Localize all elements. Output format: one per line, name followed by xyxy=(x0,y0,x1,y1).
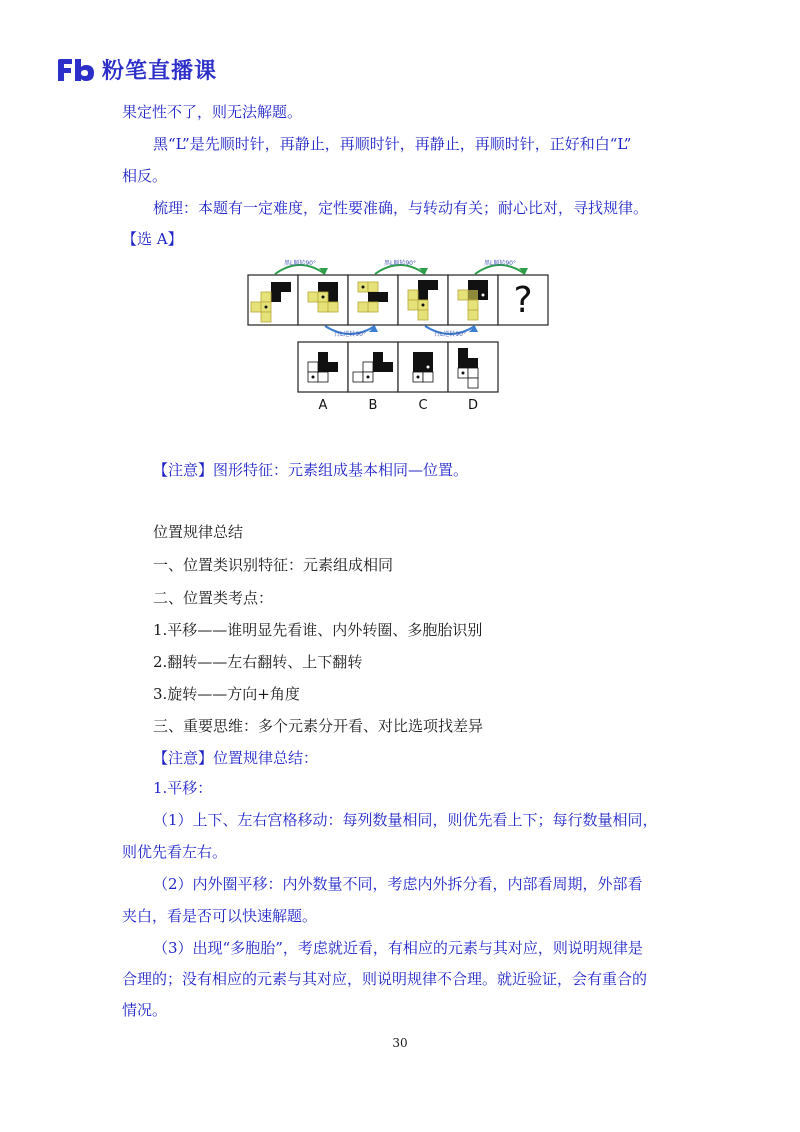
text-line-1: 果定性不了，则无法解题。 xyxy=(122,103,303,121)
text-line-11: 2.翻转——左右翻转、上下翻转 xyxy=(153,653,363,671)
answer-label: 【选 A】 xyxy=(122,230,183,248)
text-line-20: （3）出现“多胞胎”，考虑就近看，有相应的元素与其对应，则说明规律是 xyxy=(153,939,643,957)
page-number: 30 xyxy=(392,1036,408,1050)
text-line-19: 夹白，看是否可以快速解题。 xyxy=(122,907,318,925)
text-line-22: 情况。 xyxy=(122,1001,168,1019)
bottom-arrow-label-2: 白L逆转90° xyxy=(434,331,466,338)
top-arrow-label-1: 黑L顺转90° xyxy=(284,260,316,267)
option-label-c: C xyxy=(418,398,428,413)
question-mark: ? xyxy=(513,280,533,321)
text-line-8: 一、位置类识别特征：元素组成相同 xyxy=(153,556,394,574)
text-line-21: 合理的；没有相应的元素与其对应，则说明规律不合理。就近验证，会有重合的 xyxy=(122,970,648,988)
option-label-a: A xyxy=(318,398,328,413)
option-label-d: D xyxy=(467,398,479,413)
text-line-4: 梳理：本题有一定难度，定性要准确，与转动有关；耐心比对，寻找规律。 xyxy=(153,199,649,217)
text-line-9: 二、位置类考点： xyxy=(153,589,274,607)
text-line-14: 【注意】位置规律总结： xyxy=(153,749,319,767)
question-row xyxy=(248,275,548,325)
text-line-16: （1）上下、左右宫格移动：每列数量相同，则优先看上下；每行数量相同， xyxy=(153,811,658,829)
text-line-15: 1.平移： xyxy=(153,779,213,797)
option-c-figure xyxy=(413,352,433,382)
top-arrow-label-2: 黑L顺转90° xyxy=(384,260,416,267)
text-line-17: 则优先看左右。 xyxy=(122,843,228,861)
text-line-3: 相反。 xyxy=(122,167,168,185)
option-label-b: B xyxy=(368,398,378,413)
text-line-6: 【注意】图形特征：元素组成基本相同—位置。 xyxy=(153,461,469,479)
header-logo xyxy=(56,54,217,85)
text-line-13: 三、重要思维：多个元素分开看、对比选项找差异 xyxy=(153,717,484,735)
top-arrow-label-3: 黑L顺转90° xyxy=(484,260,516,267)
puzzle-figure xyxy=(245,256,555,416)
bottom-arrow-label-1: 白L逆转90° xyxy=(334,331,366,338)
text-line-10: 1.平移——谁明显先看谁、内外转圈、多胞胎识别 xyxy=(153,621,483,639)
section-title: 位置规律总结 xyxy=(153,523,244,541)
logo-text: 粉笔直播课 xyxy=(102,59,218,84)
fenbi-logo-icon xyxy=(56,57,96,83)
text-line-18: （2）内外圈平移：内外数量不同，考虑内外拆分看，内部看周期，外部看 xyxy=(153,875,643,893)
text-line-2: 黑“L”是先顺时针，再静止，再顺时针，再静止，再顺时针，正好和白“L” xyxy=(153,135,632,153)
text-line-12: 3.旋转——方向+角度 xyxy=(153,685,300,703)
